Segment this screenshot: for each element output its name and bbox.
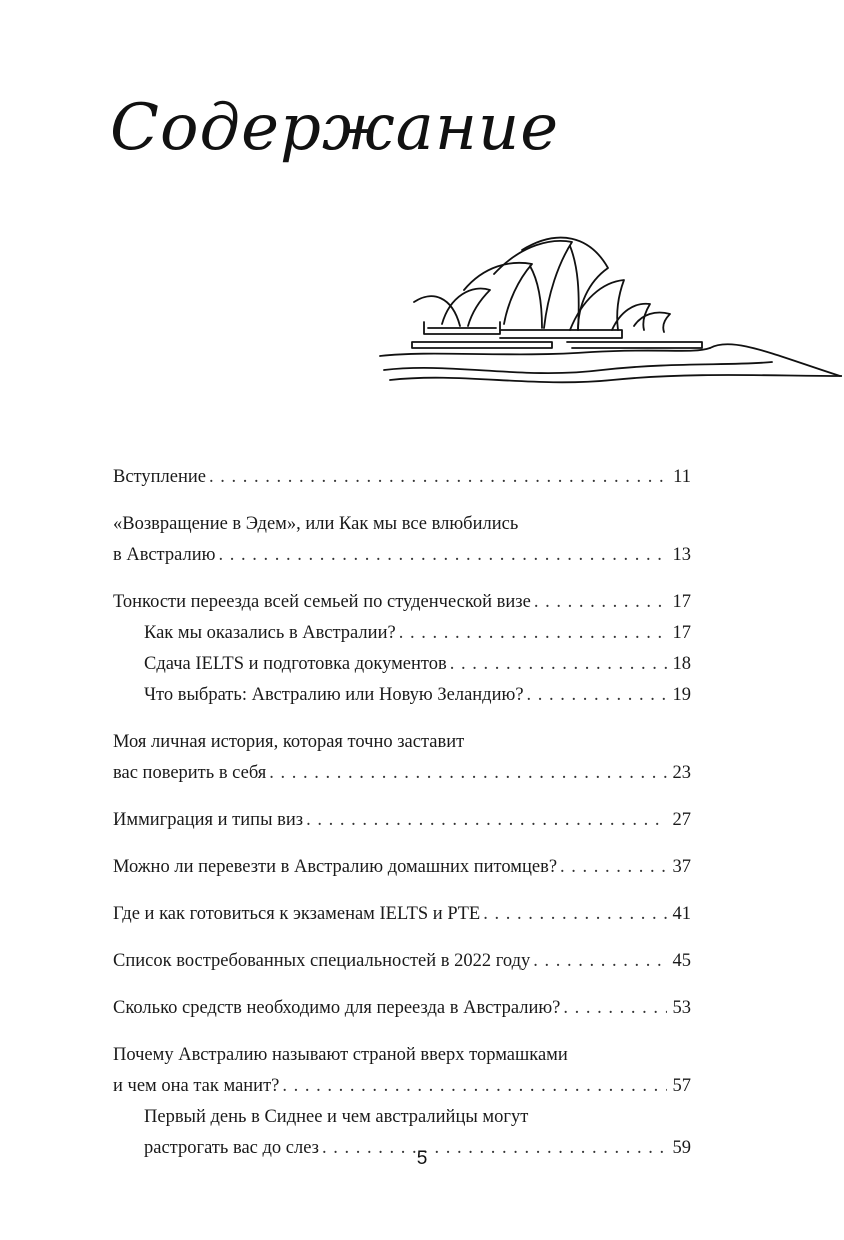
toc-page-number: 17: [672, 592, 691, 612]
toc-entry-title-continued: растрогать вас до слез: [144, 1138, 319, 1158]
toc-page-number: 57: [672, 1076, 691, 1096]
toc-entry-title-continued: и чем она так манит?: [113, 1076, 280, 1096]
toc-page-number: 17: [672, 623, 691, 643]
toc-entry[interactable]: [113, 727, 691, 789]
toc-entry-title: Почему Австралию называют страной вверх тормашками: [113, 1045, 568, 1065]
table-of-contents: [113, 462, 691, 1164]
toc-page-number: 59: [672, 1138, 691, 1158]
toc-entry[interactable]: [113, 852, 691, 883]
toc-entry-title-continued: в Австралию: [113, 545, 216, 565]
dot-leader: [483, 899, 667, 930]
toc-entry[interactable]: [113, 946, 691, 977]
toc-page-number: 19: [672, 685, 691, 705]
toc-entry[interactable]: [113, 899, 691, 930]
page-title: Содержание: [110, 91, 560, 165]
dot-leader: [306, 805, 667, 836]
toc-page-number: 37: [672, 857, 691, 877]
toc-entry-title: Иммиграция и типы виз: [113, 810, 304, 830]
toc-subentry[interactable]: [113, 618, 691, 649]
toc-entry[interactable]: [113, 587, 691, 618]
toc-entry-title: Моя личная история, которая точно заставит: [113, 732, 465, 752]
dot-leader: [560, 852, 667, 883]
dot-leader: [282, 1071, 667, 1102]
toc-page-number: 45: [672, 951, 691, 971]
toc-page-number: 23: [672, 763, 691, 783]
dot-leader: [527, 680, 667, 711]
toc-entry-title: Можно ли перевезти в Австралию домашних питомцев?: [113, 857, 558, 877]
dot-leader: [269, 758, 667, 789]
toc-entry-title: Вступление: [113, 467, 206, 487]
toc-entry[interactable]: [113, 1040, 691, 1102]
dot-leader: [218, 540, 667, 571]
toc-page-number: 11: [673, 467, 691, 487]
dot-leader: [450, 649, 667, 680]
toc-entry-title-continued: вас поверить в себя: [113, 763, 267, 783]
toc-subentry[interactable]: [113, 680, 691, 711]
toc-page-number: 18: [672, 654, 691, 674]
toc-entry-title: Как мы оказались в Австралии?: [144, 623, 396, 643]
toc-entry[interactable]: [113, 805, 691, 836]
toc-entry-title: Сдача IELTS и подготовка документов: [144, 654, 447, 674]
toc-entry-title: Сколько средств необходимо для переезда в Австралию?: [113, 998, 561, 1018]
toc-entry[interactable]: [113, 993, 691, 1024]
dot-leader: [399, 618, 667, 649]
toc-entry-title: «Возвращение в Эдем», или Как мы все влюбились: [113, 514, 519, 534]
toc-subentry[interactable]: [113, 649, 691, 680]
toc-entry-title: Что выбрать: Австралию или Новую Зеландию?: [144, 685, 524, 705]
toc-page-number: 27: [672, 810, 691, 830]
toc-entry[interactable]: [113, 509, 691, 571]
toc-entry-title: Где и как готовиться к экзаменам IELTS и PTE: [113, 904, 481, 924]
dot-leader: [563, 993, 667, 1024]
page-number: 5: [416, 1148, 428, 1169]
toc-page-number: 13: [672, 545, 691, 565]
toc-entry-title: Первый день в Сиднее и чем австралийцы могут: [144, 1107, 529, 1127]
toc-entry[interactable]: [113, 462, 691, 493]
sydney-opera-house-illustration: [372, 230, 842, 400]
dot-leader: [533, 946, 667, 977]
toc-page-number: 41: [672, 904, 691, 924]
toc-page-number: 53: [672, 998, 691, 1018]
dot-leader: [534, 587, 667, 618]
toc-entry-title: Тонкости переезда всей семьей по студенческой визе: [113, 592, 531, 612]
toc-entry-title: Список востребованных специальностей в 2022 году: [113, 951, 531, 971]
dot-leader: [209, 462, 667, 493]
